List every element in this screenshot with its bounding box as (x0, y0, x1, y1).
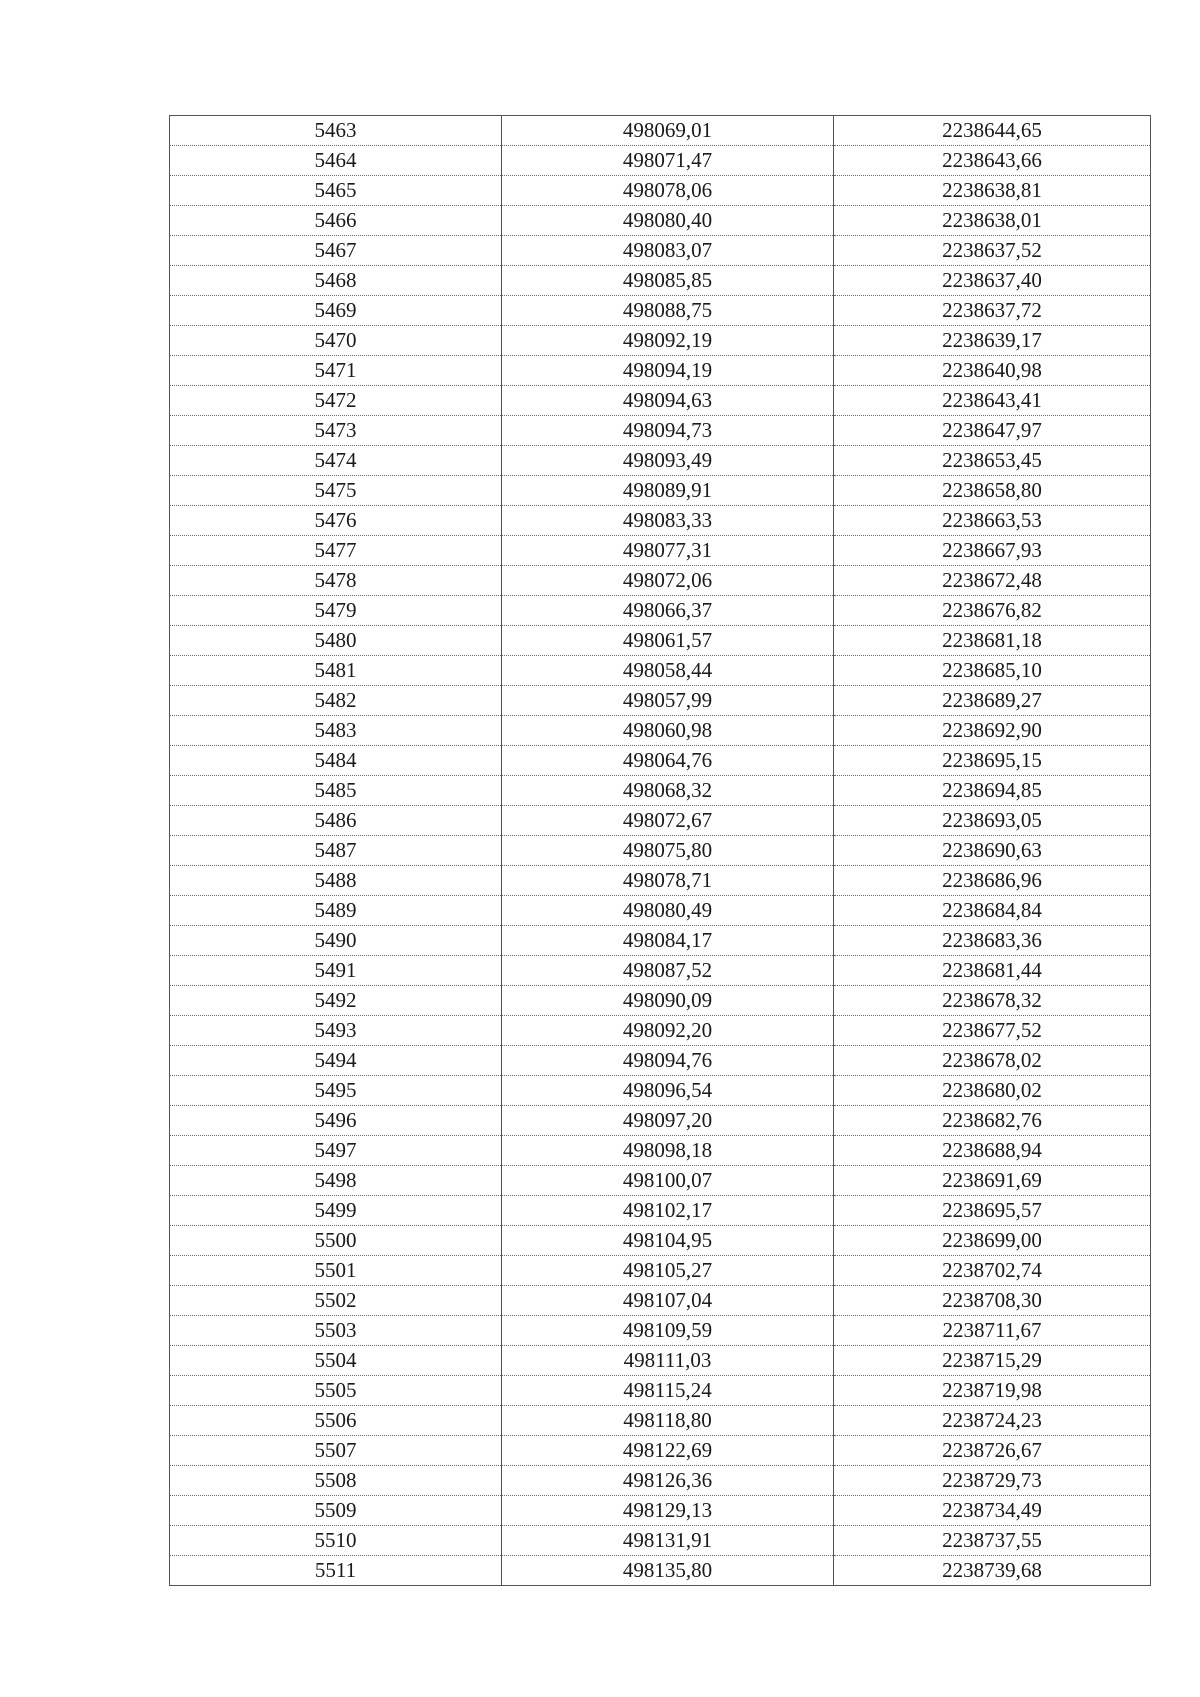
coordinates-table-body (170, 116, 1151, 1586)
y-coordinate-cell: 2238702,74 (834, 1256, 1151, 1286)
x-coordinate-cell: 498126,36 (502, 1466, 834, 1496)
point-number-cell: 5483 (170, 716, 502, 746)
table-row (170, 1046, 1151, 1076)
x-coordinate-cell: 498080,49 (502, 896, 834, 926)
table-row (170, 356, 1151, 386)
x-coordinate-cell: 498057,99 (502, 686, 834, 716)
x-coordinate-cell: 498083,33 (502, 506, 834, 536)
x-coordinate-cell: 498105,27 (502, 1256, 834, 1286)
y-coordinate-cell: 2238637,40 (834, 266, 1151, 296)
table-row (170, 116, 1151, 146)
y-coordinate-cell: 2238688,94 (834, 1136, 1151, 1166)
x-coordinate-cell: 498135,80 (502, 1556, 834, 1586)
point-number-cell: 5472 (170, 386, 502, 416)
x-coordinate-cell: 498100,07 (502, 1166, 834, 1196)
x-coordinate-cell: 498102,17 (502, 1196, 834, 1226)
y-coordinate-cell: 2238663,53 (834, 506, 1151, 536)
point-number-cell: 5506 (170, 1406, 502, 1436)
table-row (170, 806, 1151, 836)
y-coordinate-cell: 2238677,52 (834, 1016, 1151, 1046)
point-number-cell: 5489 (170, 896, 502, 926)
x-coordinate-cell: 498083,07 (502, 236, 834, 266)
y-coordinate-cell: 2238729,73 (834, 1466, 1151, 1496)
point-number-cell: 5511 (170, 1556, 502, 1586)
table-row (170, 1316, 1151, 1346)
table-row (170, 146, 1151, 176)
x-coordinate-cell: 498097,20 (502, 1106, 834, 1136)
y-coordinate-cell: 2238637,72 (834, 296, 1151, 326)
point-number-cell: 5495 (170, 1076, 502, 1106)
y-coordinate-cell: 2238682,76 (834, 1106, 1151, 1136)
table-row (170, 1256, 1151, 1286)
x-coordinate-cell: 498058,44 (502, 656, 834, 686)
point-number-cell: 5504 (170, 1346, 502, 1376)
x-coordinate-cell: 498094,19 (502, 356, 834, 386)
table-row (170, 776, 1151, 806)
table-row (170, 956, 1151, 986)
x-coordinate-cell: 498071,47 (502, 146, 834, 176)
y-coordinate-cell: 2238638,01 (834, 206, 1151, 236)
table-row (170, 1346, 1151, 1376)
table-row (170, 416, 1151, 446)
point-number-cell: 5469 (170, 296, 502, 326)
table-row (170, 626, 1151, 656)
y-coordinate-cell: 2238690,63 (834, 836, 1151, 866)
y-coordinate-cell: 2238699,00 (834, 1226, 1151, 1256)
y-coordinate-cell: 2238694,85 (834, 776, 1151, 806)
x-coordinate-cell: 498096,54 (502, 1076, 834, 1106)
y-coordinate-cell: 2238644,65 (834, 116, 1151, 146)
table-row (170, 1496, 1151, 1526)
point-number-cell: 5501 (170, 1256, 502, 1286)
x-coordinate-cell: 498087,52 (502, 956, 834, 986)
table-row (170, 656, 1151, 686)
table-row (170, 1286, 1151, 1316)
coordinates-table (169, 115, 1151, 1586)
y-coordinate-cell: 2238695,15 (834, 746, 1151, 776)
y-coordinate-cell: 2238711,67 (834, 1316, 1151, 1346)
x-coordinate-cell: 498072,06 (502, 566, 834, 596)
point-number-cell: 5509 (170, 1496, 502, 1526)
x-coordinate-cell: 498107,04 (502, 1286, 834, 1316)
x-coordinate-cell: 498078,06 (502, 176, 834, 206)
point-number-cell: 5464 (170, 146, 502, 176)
x-coordinate-cell: 498092,20 (502, 1016, 834, 1046)
table-row (170, 1016, 1151, 1046)
y-coordinate-cell: 2238686,96 (834, 866, 1151, 896)
y-coordinate-cell: 2238737,55 (834, 1526, 1151, 1556)
table-row (170, 1436, 1151, 1466)
table-row (170, 926, 1151, 956)
point-number-cell: 5466 (170, 206, 502, 236)
table-row (170, 1226, 1151, 1256)
x-coordinate-cell: 498111,03 (502, 1346, 834, 1376)
x-coordinate-cell: 498075,80 (502, 836, 834, 866)
table-row (170, 566, 1151, 596)
x-coordinate-cell: 498072,67 (502, 806, 834, 836)
table-row (170, 1466, 1151, 1496)
x-coordinate-cell: 498090,09 (502, 986, 834, 1016)
x-coordinate-cell: 498089,91 (502, 476, 834, 506)
x-coordinate-cell: 498092,19 (502, 326, 834, 356)
point-number-cell: 5463 (170, 116, 502, 146)
x-coordinate-cell: 498131,91 (502, 1526, 834, 1556)
table-row (170, 176, 1151, 206)
point-number-cell: 5492 (170, 986, 502, 1016)
y-coordinate-cell: 2238708,30 (834, 1286, 1151, 1316)
table-row (170, 446, 1151, 476)
x-coordinate-cell: 498115,24 (502, 1376, 834, 1406)
point-number-cell: 5479 (170, 596, 502, 626)
x-coordinate-cell: 498069,01 (502, 116, 834, 146)
table-row (170, 1526, 1151, 1556)
table-row (170, 296, 1151, 326)
y-coordinate-cell: 2238639,17 (834, 326, 1151, 356)
x-coordinate-cell: 498118,80 (502, 1406, 834, 1436)
y-coordinate-cell: 2238715,29 (834, 1346, 1151, 1376)
point-number-cell: 5474 (170, 446, 502, 476)
x-coordinate-cell: 498094,63 (502, 386, 834, 416)
table-row (170, 326, 1151, 356)
point-number-cell: 5503 (170, 1316, 502, 1346)
table-row (170, 686, 1151, 716)
y-coordinate-cell: 2238653,45 (834, 446, 1151, 476)
point-number-cell: 5480 (170, 626, 502, 656)
y-coordinate-cell: 2238637,52 (834, 236, 1151, 266)
y-coordinate-cell: 2238643,41 (834, 386, 1151, 416)
point-number-cell: 5487 (170, 836, 502, 866)
y-coordinate-cell: 2238643,66 (834, 146, 1151, 176)
point-number-cell: 5484 (170, 746, 502, 776)
table-row (170, 896, 1151, 926)
point-number-cell: 5473 (170, 416, 502, 446)
table-row (170, 386, 1151, 416)
table-row (170, 1076, 1151, 1106)
point-number-cell: 5510 (170, 1526, 502, 1556)
y-coordinate-cell: 2238684,84 (834, 896, 1151, 926)
table-row (170, 1136, 1151, 1166)
y-coordinate-cell: 2238681,18 (834, 626, 1151, 656)
point-number-cell: 5500 (170, 1226, 502, 1256)
y-coordinate-cell: 2238692,90 (834, 716, 1151, 746)
y-coordinate-cell: 2238693,05 (834, 806, 1151, 836)
point-number-cell: 5485 (170, 776, 502, 806)
y-coordinate-cell: 2238680,02 (834, 1076, 1151, 1106)
y-coordinate-cell: 2238689,27 (834, 686, 1151, 716)
table-row (170, 836, 1151, 866)
x-coordinate-cell: 498129,13 (502, 1496, 834, 1526)
table-row (170, 716, 1151, 746)
table-row (170, 746, 1151, 776)
y-coordinate-cell: 2238695,57 (834, 1196, 1151, 1226)
x-coordinate-cell: 498088,75 (502, 296, 834, 326)
point-number-cell: 5508 (170, 1466, 502, 1496)
point-number-cell: 5491 (170, 956, 502, 986)
x-coordinate-cell: 498122,69 (502, 1436, 834, 1466)
point-number-cell: 5499 (170, 1196, 502, 1226)
table-row (170, 1106, 1151, 1136)
y-coordinate-cell: 2238678,32 (834, 986, 1151, 1016)
table-row (170, 1166, 1151, 1196)
x-coordinate-cell: 498098,18 (502, 1136, 834, 1166)
y-coordinate-cell: 2238640,98 (834, 356, 1151, 386)
y-coordinate-cell: 2238739,68 (834, 1556, 1151, 1586)
point-number-cell: 5468 (170, 266, 502, 296)
y-coordinate-cell: 2238691,69 (834, 1166, 1151, 1196)
x-coordinate-cell: 498061,57 (502, 626, 834, 656)
point-number-cell: 5494 (170, 1046, 502, 1076)
y-coordinate-cell: 2238734,49 (834, 1496, 1151, 1526)
y-coordinate-cell: 2238681,44 (834, 956, 1151, 986)
table-row (170, 506, 1151, 536)
point-number-cell: 5475 (170, 476, 502, 506)
x-coordinate-cell: 498077,31 (502, 536, 834, 566)
point-number-cell: 5502 (170, 1286, 502, 1316)
y-coordinate-cell: 2238676,82 (834, 596, 1151, 626)
x-coordinate-cell: 498060,98 (502, 716, 834, 746)
y-coordinate-cell: 2238724,23 (834, 1406, 1151, 1436)
y-coordinate-cell: 2238678,02 (834, 1046, 1151, 1076)
y-coordinate-cell: 2238685,10 (834, 656, 1151, 686)
y-coordinate-cell: 2238726,67 (834, 1436, 1151, 1466)
y-coordinate-cell: 2238683,36 (834, 926, 1151, 956)
x-coordinate-cell: 498094,76 (502, 1046, 834, 1076)
table-row (170, 1196, 1151, 1226)
table-row (170, 236, 1151, 266)
point-number-cell: 5470 (170, 326, 502, 356)
point-number-cell: 5505 (170, 1376, 502, 1406)
x-coordinate-cell: 498064,76 (502, 746, 834, 776)
point-number-cell: 5481 (170, 656, 502, 686)
point-number-cell: 5498 (170, 1166, 502, 1196)
table-row (170, 596, 1151, 626)
x-coordinate-cell: 498080,40 (502, 206, 834, 236)
point-number-cell: 5465 (170, 176, 502, 206)
table-row (170, 1376, 1151, 1406)
point-number-cell: 5490 (170, 926, 502, 956)
table-row (170, 476, 1151, 506)
x-coordinate-cell: 498093,49 (502, 446, 834, 476)
point-number-cell: 5497 (170, 1136, 502, 1166)
point-number-cell: 5486 (170, 806, 502, 836)
point-number-cell: 5476 (170, 506, 502, 536)
point-number-cell: 5507 (170, 1436, 502, 1466)
x-coordinate-cell: 498068,32 (502, 776, 834, 806)
point-number-cell: 5467 (170, 236, 502, 266)
y-coordinate-cell: 2238638,81 (834, 176, 1151, 206)
x-coordinate-cell: 498078,71 (502, 866, 834, 896)
table-row (170, 536, 1151, 566)
y-coordinate-cell: 2238647,97 (834, 416, 1151, 446)
table-row (170, 1556, 1151, 1586)
x-coordinate-cell: 498066,37 (502, 596, 834, 626)
point-number-cell: 5488 (170, 866, 502, 896)
table-row (170, 206, 1151, 236)
x-coordinate-cell: 498104,95 (502, 1226, 834, 1256)
point-number-cell: 5482 (170, 686, 502, 716)
point-number-cell: 5477 (170, 536, 502, 566)
x-coordinate-cell: 498109,59 (502, 1316, 834, 1346)
point-number-cell: 5496 (170, 1106, 502, 1136)
y-coordinate-cell: 2238658,80 (834, 476, 1151, 506)
point-number-cell: 5478 (170, 566, 502, 596)
table-row (170, 266, 1151, 296)
point-number-cell: 5493 (170, 1016, 502, 1046)
x-coordinate-cell: 498085,85 (502, 266, 834, 296)
point-number-cell: 5471 (170, 356, 502, 386)
y-coordinate-cell: 2238672,48 (834, 566, 1151, 596)
table-row (170, 866, 1151, 896)
table-row (170, 1406, 1151, 1436)
x-coordinate-cell: 498084,17 (502, 926, 834, 956)
y-coordinate-cell: 2238667,93 (834, 536, 1151, 566)
table-row (170, 986, 1151, 1016)
y-coordinate-cell: 2238719,98 (834, 1376, 1151, 1406)
x-coordinate-cell: 498094,73 (502, 416, 834, 446)
